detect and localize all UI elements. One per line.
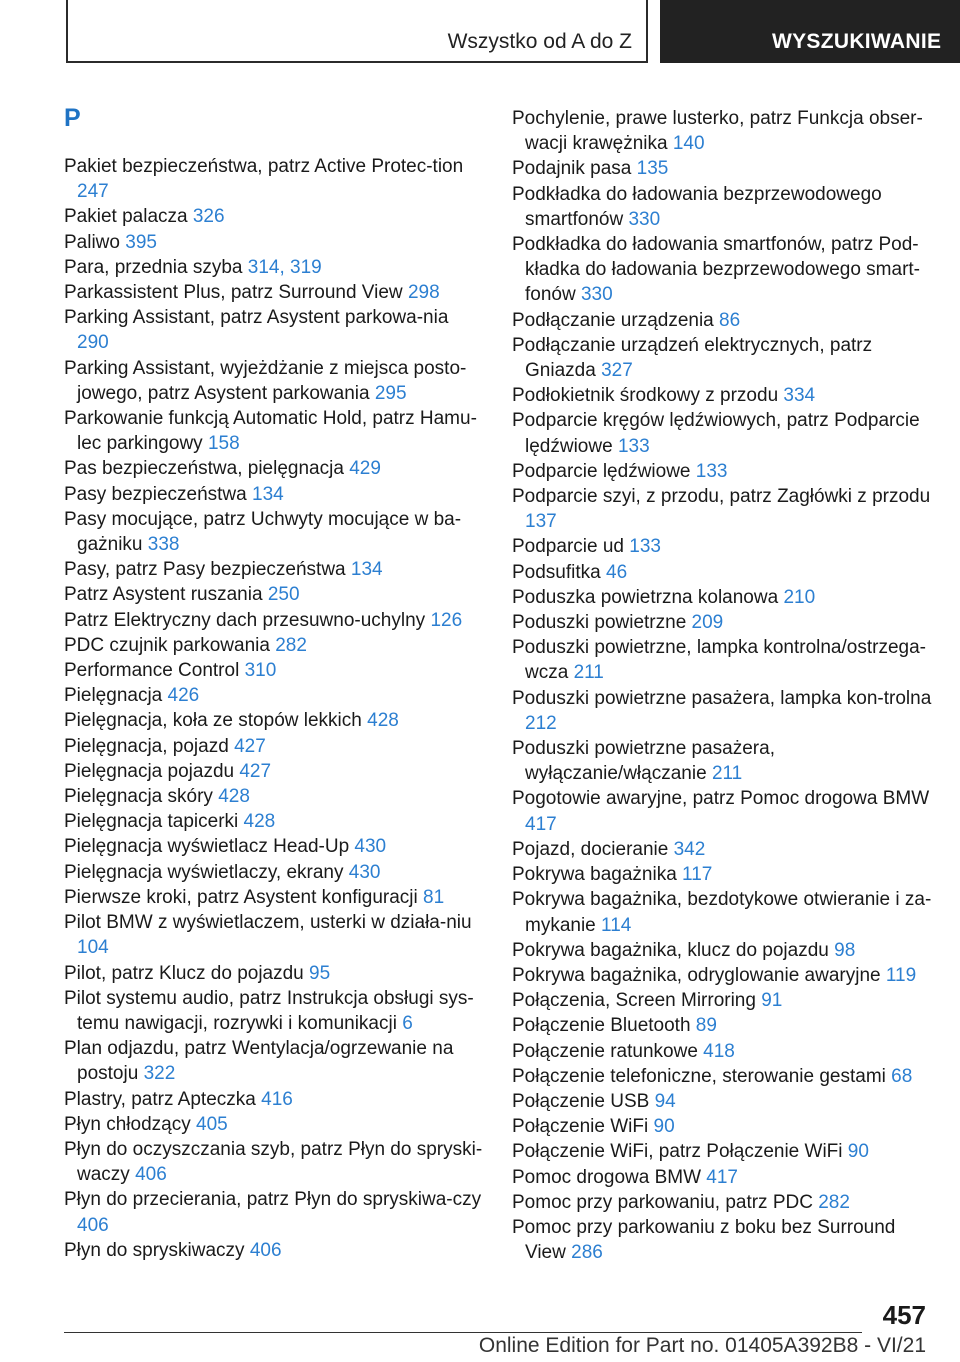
index-entry-page-link[interactable]: 286 bbox=[571, 1242, 603, 1264]
index-entry bbox=[64, 784, 484, 809]
index-entry-page-link[interactable]: 406 bbox=[135, 1164, 167, 1186]
index-list-right bbox=[512, 106, 932, 1265]
index-entry-text: Poduszki powietrzne, lampka kontrolna/ostrzega-wcza bbox=[512, 637, 926, 684]
index-entry-page-link[interactable]: 282 bbox=[818, 1191, 850, 1213]
index-list-left bbox=[64, 154, 484, 1263]
index-entry-page-link[interactable]: 418 bbox=[703, 1040, 735, 1062]
index-entry-text: Parking Assistant, wyjeżdżanie z miejsca posto-jowego, patrz Asystent parkowania bbox=[64, 357, 467, 404]
index-entry bbox=[64, 986, 484, 1036]
index-entry-page-link[interactable]: 416 bbox=[261, 1088, 293, 1110]
index-entry-text: Pielęgnacja wyświetlacz Head-Up bbox=[64, 836, 350, 858]
index-entry bbox=[64, 759, 484, 784]
index-entry-text: Parkassistent Plus, patrz Surround View bbox=[64, 282, 403, 304]
index-entry-text: Parkowanie funkcją Automatic Hold, patrz Hamu-lec parkingowy bbox=[64, 408, 477, 455]
index-entry-page-link[interactable]: 338 bbox=[147, 534, 180, 556]
index-entry-page-link[interactable]: 89 bbox=[695, 1015, 717, 1037]
index-entry-text: Pakiet palacza bbox=[64, 206, 188, 228]
index-entry-text: Podajnik pasa bbox=[512, 158, 632, 180]
index-entry bbox=[64, 482, 484, 507]
index-entry-page-link[interactable]: 426 bbox=[167, 685, 200, 707]
index-entry-text: Podłączanie urządzenia bbox=[512, 309, 714, 331]
index-entry-page-link[interactable]: 90 bbox=[847, 1141, 869, 1163]
index-entry-text: PDC czujnik parkowania bbox=[64, 634, 270, 656]
index-entry-page-link[interactable]: 212 bbox=[525, 712, 557, 734]
index-entry-text: Poduszka powietrzna kolanowa bbox=[512, 586, 779, 608]
index-entry-page-link[interactable]: 429 bbox=[349, 458, 381, 480]
index-entry-text: Pierwsze kroki, patrz Asystent konfiguracji bbox=[64, 886, 418, 908]
index-entry-page-link[interactable]: 210 bbox=[783, 586, 816, 608]
index-entry-text: Płyn do oczyszczania szyb, patrz Płyn do spryski-waczy bbox=[64, 1138, 483, 1186]
index-entry-text: Plan odjazdu, patrz Wentylacja/ogrzewanie na postoju bbox=[64, 1038, 454, 1085]
index-entry bbox=[64, 860, 484, 885]
index-entry-text: Podkładka do ładowania bezprzewodowego smartfonów bbox=[512, 183, 882, 230]
index-entry-page-link[interactable]: 334 bbox=[783, 385, 816, 407]
index-entry bbox=[64, 1137, 484, 1187]
index-entry-text: Podsufitka bbox=[512, 561, 601, 583]
index-entry-page-link[interactable]: 211 bbox=[573, 662, 604, 684]
index-entry bbox=[512, 736, 932, 786]
index-entry-text: Pokrywa bagażnika bbox=[512, 864, 677, 886]
index-entry bbox=[512, 106, 932, 156]
index-entry-text: Pas bezpieczeństwa, pielęgnacja bbox=[64, 458, 344, 480]
index-entry-page-link[interactable]: 430 bbox=[348, 861, 381, 883]
index-entry-page-link[interactable]: 158 bbox=[207, 433, 240, 455]
index-entry-text: Pielęgnacja bbox=[64, 685, 163, 707]
index-entry bbox=[512, 1114, 932, 1139]
index-entry-page-link[interactable]: 428 bbox=[218, 786, 250, 808]
index-entry bbox=[512, 1064, 932, 1089]
index-column-left bbox=[64, 106, 484, 1263]
index-entry bbox=[512, 459, 932, 484]
index-entry-text: Pasy bezpieczeństwa bbox=[64, 483, 247, 505]
index-entry-page-link[interactable]: 134 bbox=[350, 559, 383, 581]
index-entry-text: Podkładka do ładowania smartfonów, patrz Pod-kładka do ładowania bezprzewodowego smart-fonów bbox=[512, 234, 921, 306]
index-entry-page-link[interactable]: 290 bbox=[77, 332, 109, 354]
index-entry-text: Pielęgnacja, koła ze stopów lekkich bbox=[64, 710, 362, 732]
index-entry bbox=[512, 1013, 932, 1038]
index-entry bbox=[512, 308, 932, 333]
index-entry bbox=[64, 1187, 484, 1237]
index-entry bbox=[512, 156, 932, 181]
index-entry bbox=[512, 963, 932, 988]
index-entry-page-link[interactable]: 430 bbox=[354, 836, 387, 858]
index-entry-page-link[interactable]: 406 bbox=[77, 1214, 109, 1236]
index-entry-text: Pilot BMW z wyświetlaczem, usterki w działa-niu bbox=[64, 912, 472, 934]
index-entry-page-link[interactable]: 298 bbox=[407, 282, 440, 304]
index-entry bbox=[512, 887, 932, 937]
index-entry bbox=[512, 534, 932, 559]
index-entry-page-link[interactable]: 427 bbox=[234, 735, 266, 757]
index-entry-text: Pojazd, docieranie bbox=[512, 838, 669, 860]
index-entry-text: Połączenia, Screen Mirroring bbox=[512, 990, 756, 1012]
index-entry-text: Pilot, patrz Klucz do pojazdu bbox=[64, 962, 304, 984]
index-entry bbox=[512, 1039, 932, 1064]
index-entry-text: Podłączanie urządzeń elektrycznych, patrz Gniazda bbox=[512, 334, 873, 382]
index-entry-text: Pomoc przy parkowaniu z boku bez Surround View bbox=[512, 1216, 896, 1264]
index-entry-text: Patrz Elektryczny dach przesuwno-uchylny bbox=[64, 609, 426, 631]
index-entry bbox=[512, 383, 932, 408]
index-entry-page-link[interactable]: 90 bbox=[653, 1116, 675, 1138]
index-entry-text: Pasy, patrz Pasy bezpieczeństwa bbox=[64, 559, 346, 581]
index-entry bbox=[64, 708, 484, 733]
header-tab-a-to-z-label: Wszystko od A do Z bbox=[447, 30, 632, 53]
index-entry-page-link[interactable]: 104 bbox=[77, 937, 109, 959]
index-entry-page-link[interactable]: 342 bbox=[673, 838, 706, 860]
index-entry bbox=[64, 1087, 484, 1112]
index-entry-text: Poduszki powietrzne pasażera, lampka kon-trolna bbox=[512, 687, 932, 709]
index-entry-page-link[interactable]: 427 bbox=[239, 760, 272, 782]
index-entry-text: Poduszki powietrzne bbox=[512, 612, 687, 634]
index-entry-text: Paliwo bbox=[64, 231, 120, 253]
index-entry bbox=[64, 809, 484, 834]
index-entry-text: Pogotowie awaryjne, patrz Pomoc drogowa BMW bbox=[512, 788, 930, 810]
index-entry-page-link[interactable]: 405 bbox=[196, 1113, 228, 1135]
index-entry-text: Podparcie szyi, z przodu, patrz Zagłówki z przodu bbox=[512, 486, 931, 508]
index-entry-page-link[interactable]: 91 bbox=[761, 990, 783, 1012]
index-entry-text: Płyn do spryskiwaczy bbox=[64, 1239, 245, 1261]
index-entry-text: Plastry, patrz Apteczka bbox=[64, 1088, 256, 1110]
index-entry bbox=[64, 280, 484, 305]
index-entry-text: Połączenie USB bbox=[512, 1090, 650, 1112]
index-entry-page-link[interactable]: 330 bbox=[628, 208, 661, 230]
index-entry-text: Podparcie ud bbox=[512, 536, 624, 558]
section-letter: P bbox=[64, 104, 81, 132]
index-entry-text: Pochylenie, prawe lusterko, patrz Funkcja obser-wacji krawężnika bbox=[512, 108, 923, 155]
index-entry-text: Połączenie telefoniczne, sterowanie gestami bbox=[512, 1065, 886, 1087]
index-entry-text: Pomoc drogowa BMW bbox=[512, 1166, 702, 1188]
index-entry-text: Połączenie ratunkowe bbox=[512, 1040, 698, 1062]
index-column-right bbox=[512, 106, 932, 1265]
index-entry bbox=[64, 834, 484, 859]
index-entry bbox=[512, 484, 932, 534]
index-entry-page-link[interactable]: 310 bbox=[244, 660, 277, 682]
index-entry-page-link[interactable]: 133 bbox=[617, 435, 650, 457]
index-entry-text: Połączenie WiFi bbox=[512, 1116, 649, 1138]
index-entry-page-link[interactable]: 211 bbox=[711, 763, 743, 785]
index-entry-page-link[interactable]: 6 bbox=[402, 1012, 413, 1034]
index-entry-page-link[interactable]: 428 bbox=[367, 710, 399, 732]
index-entry bbox=[64, 305, 484, 355]
index-entry bbox=[512, 1190, 932, 1215]
index-entry-page-link[interactable]: 417 bbox=[525, 813, 557, 835]
header-tab-search-label: WYSZUKIWANIE bbox=[772, 30, 942, 53]
index-entry-page-link[interactable]: 86 bbox=[719, 309, 741, 331]
index-entry bbox=[512, 988, 932, 1013]
index-entry-text: Podparcie lędźwiowe bbox=[512, 460, 691, 482]
index-entry bbox=[64, 456, 484, 481]
index-entry bbox=[64, 961, 484, 986]
index-entry-page-link[interactable]: 117 bbox=[682, 864, 713, 886]
index-entry-page-link[interactable]: 395 bbox=[125, 231, 157, 253]
index-entry bbox=[512, 182, 932, 232]
footer-edition-text: Online Edition for Part no. 01405A392B8 - VI/21 bbox=[478, 1334, 926, 1357]
index-entry bbox=[512, 635, 932, 685]
header-tab-search[interactable] bbox=[660, 0, 960, 63]
index-entry-text: Podłokietnik środkowy z przodu bbox=[512, 385, 779, 407]
index-entry-page-link[interactable]: 247 bbox=[77, 181, 109, 203]
index-entry bbox=[64, 734, 484, 759]
index-entry-page-link[interactable]: 68 bbox=[891, 1065, 913, 1087]
index-entry bbox=[512, 686, 932, 736]
index-entry bbox=[64, 885, 484, 910]
index-entry-text: Parking Assistant, patrz Asystent parkowa-nia bbox=[64, 307, 449, 329]
index-entry-text: Pielęgnacja tapicerki bbox=[64, 811, 239, 833]
index-entry-text: Pomoc przy parkowaniu, patrz PDC bbox=[512, 1191, 813, 1213]
index-entry-page-link[interactable]: 119 bbox=[885, 964, 917, 986]
index-entry-page-link[interactable]: 98 bbox=[834, 939, 856, 961]
index-entry-page-link[interactable]: 406 bbox=[249, 1239, 282, 1261]
index-entry bbox=[64, 255, 484, 280]
header-tab-a-to-z[interactable] bbox=[66, 0, 648, 63]
footer-divider bbox=[64, 1332, 862, 1333]
index-entry bbox=[512, 585, 932, 610]
index-entry-page-link[interactable]: 209 bbox=[691, 612, 724, 634]
index-entry-text: Płyn do przecierania, patrz Płyn do spryskiwa-czy bbox=[64, 1189, 482, 1211]
index-entry bbox=[512, 232, 932, 308]
index-entry-text: Pielęgnacja wyświetlaczy, ekrany bbox=[64, 861, 344, 883]
index-entry-text: Poduszki powietrzne pasażera, wyłączanie/włączanie bbox=[512, 738, 775, 785]
page-number: 457 bbox=[882, 1300, 926, 1330]
index-entry-page-link[interactable]: 135 bbox=[636, 158, 669, 180]
index-entry bbox=[64, 406, 484, 456]
index-entry bbox=[64, 204, 484, 229]
index-entry-page-link[interactable]: 330 bbox=[580, 284, 613, 306]
index-entry-text: Pakiet bezpieczeństwa, patrz Active Protec-tion bbox=[64, 156, 464, 177]
index-entry-text: Para, przednia szyba bbox=[64, 256, 243, 278]
index-entry-page-link[interactable]: 114 bbox=[601, 914, 632, 936]
index-entry-page-link[interactable]: 46 bbox=[606, 561, 628, 583]
index-entry bbox=[512, 333, 932, 383]
index-entry bbox=[512, 560, 932, 585]
index-entry bbox=[64, 683, 484, 708]
index-entry bbox=[64, 608, 484, 633]
index-entry-text: Performance Control bbox=[64, 660, 240, 682]
index-entry bbox=[64, 507, 484, 557]
index-entry-page-link[interactable]: 95 bbox=[309, 962, 331, 984]
index-entry bbox=[512, 1089, 932, 1114]
index-entry-page-link[interactable]: 322 bbox=[143, 1063, 176, 1085]
index-entry-text: Pokrywa bagażnika, bezdotykowe otwieranie i za-mykanie bbox=[512, 889, 932, 936]
index-entry-page-link[interactable]: 133 bbox=[629, 536, 661, 558]
index-entry-page-link[interactable]: 417 bbox=[706, 1166, 738, 1188]
index-entry bbox=[64, 910, 484, 960]
index-entry bbox=[512, 837, 932, 862]
index-entry bbox=[64, 356, 484, 406]
index-entry-page-link[interactable]: 295 bbox=[374, 382, 407, 404]
index-entry-page-link[interactable]: 250 bbox=[267, 584, 300, 606]
index-entry bbox=[512, 786, 932, 836]
index-entry bbox=[512, 610, 932, 635]
index-entry bbox=[512, 862, 932, 887]
index-entry-text: Połączenie Bluetooth bbox=[512, 1015, 691, 1037]
index-entry bbox=[64, 154, 484, 204]
index-entry bbox=[64, 230, 484, 255]
index-entry-text: Podparcie kręgów lędźwiowych, patrz Podparcie lędźwiowe bbox=[512, 410, 920, 457]
index-entry bbox=[64, 658, 484, 683]
index-entry-page-link[interactable]: 133 bbox=[695, 460, 728, 482]
index-entry-page-link[interactable]: 94 bbox=[654, 1090, 676, 1112]
index-entry bbox=[64, 1112, 484, 1137]
index-entry bbox=[512, 408, 932, 458]
index-entry-page-link[interactable]: 314, 319 bbox=[247, 256, 322, 278]
index-entry-text: Patrz Asystent ruszania bbox=[64, 584, 263, 606]
index-entry bbox=[512, 1215, 932, 1265]
index-entry bbox=[512, 1165, 932, 1190]
index-entry-page-link[interactable]: 326 bbox=[192, 206, 225, 228]
index-entry-text: Pasy mocujące, patrz Uchwyty mocujące w ba-gażniku bbox=[64, 508, 462, 556]
index-entry bbox=[512, 938, 932, 963]
index-entry-text: Pielęgnacja pojazdu bbox=[64, 760, 235, 782]
index-entry bbox=[64, 1238, 484, 1263]
index-entry-page-link[interactable]: 137 bbox=[525, 511, 557, 533]
index-entry-page-link[interactable]: 327 bbox=[601, 360, 633, 382]
index-entry-page-link[interactable]: 428 bbox=[243, 811, 276, 833]
index-entry-text: Pilot systemu audio, patrz Instrukcja obsługi sys-temu nawigacji, rozrywki i komunikacji bbox=[64, 987, 474, 1034]
index-entry-text: Połączenie WiFi, patrz Połączenie WiFi bbox=[512, 1141, 843, 1163]
index-entry-text: Pielęgnacja, pojazd bbox=[64, 735, 229, 757]
index-entry-page-link[interactable]: 134 bbox=[252, 483, 284, 505]
index-entry-text: Płyn chłodzący bbox=[64, 1113, 191, 1135]
index-entry bbox=[64, 1036, 484, 1086]
index-entry bbox=[64, 557, 484, 582]
index-entry-text: Pokrywa bagażnika, klucz do pojazdu bbox=[512, 939, 829, 961]
index-entry-page-link[interactable]: 126 bbox=[430, 609, 463, 631]
index-entry-text: Pielęgnacja skóry bbox=[64, 786, 213, 808]
index-entry-page-link[interactable]: 140 bbox=[672, 133, 705, 155]
index-entry bbox=[64, 582, 484, 607]
index-entry-text: Pokrywa bagażnika, odryglowanie awaryjne bbox=[512, 964, 881, 986]
index-entry bbox=[64, 633, 484, 658]
index-entry-page-link[interactable]: 81 bbox=[423, 886, 445, 908]
index-entry-page-link[interactable]: 282 bbox=[275, 634, 307, 656]
index-entry bbox=[512, 1139, 932, 1164]
